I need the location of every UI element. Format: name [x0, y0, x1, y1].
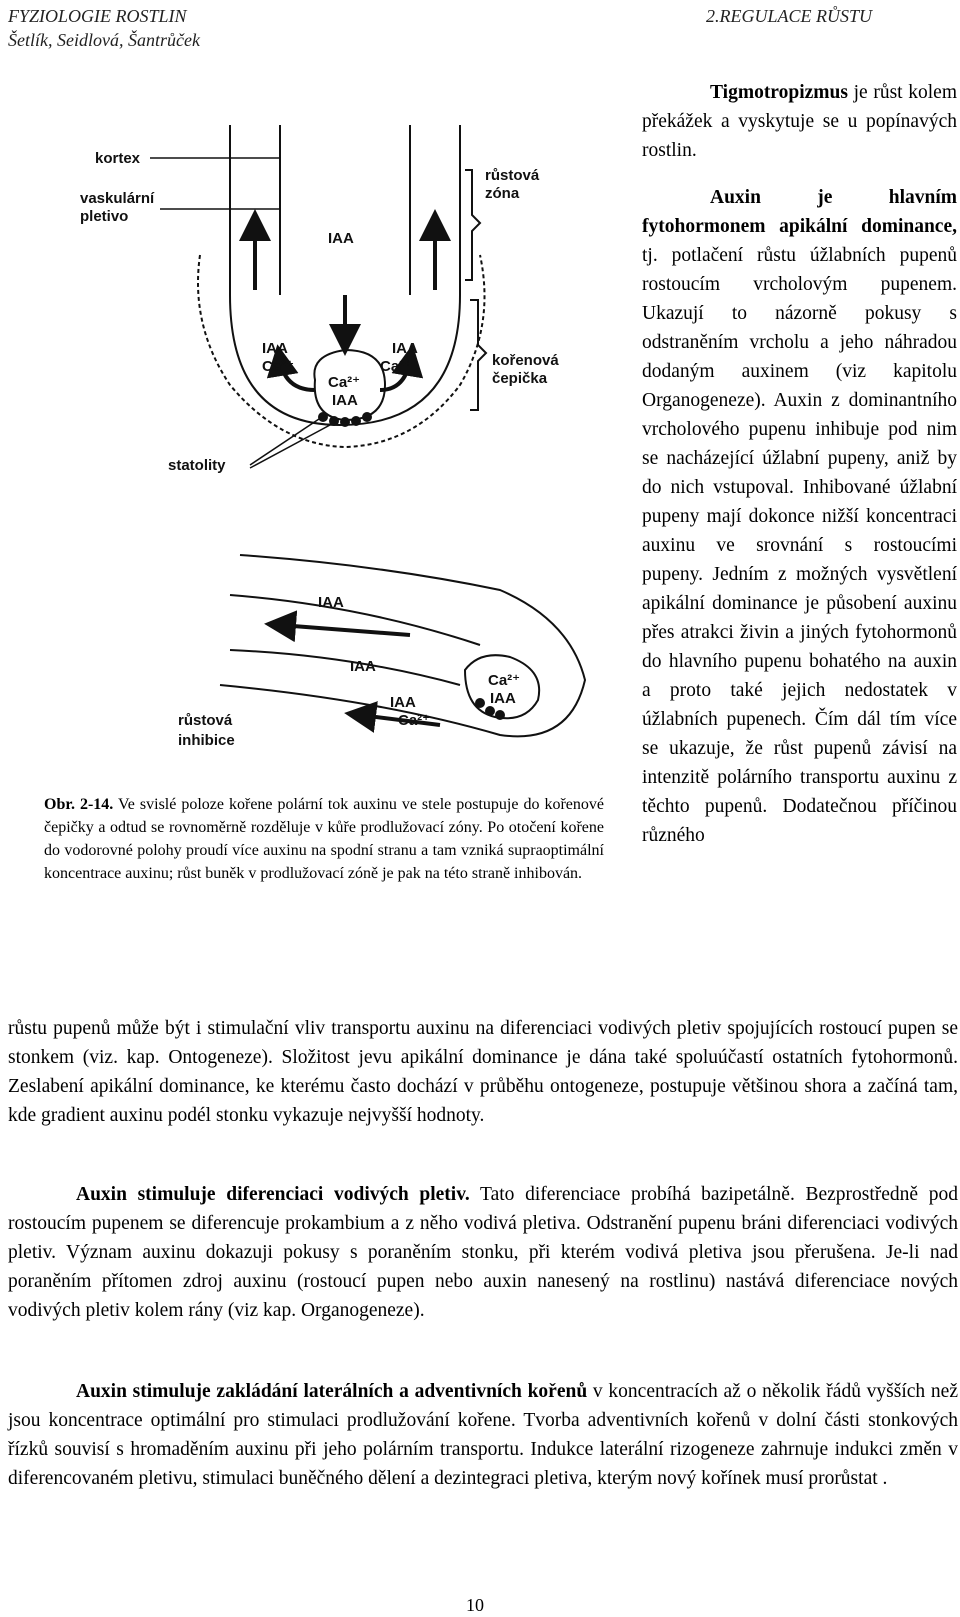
label-kortex: kortex	[95, 150, 141, 167]
growth-zone-bracket	[465, 170, 480, 280]
label-statolity: statolity	[168, 457, 226, 474]
horizontal-stele-upper	[230, 595, 480, 645]
paragraph-continuation: růstu pupenů může být i stimulační vliv transportu auxinu na diferenciaci vodivých pletiv spojujících rostoucí pupen se stonkem (viz. kap. Ontogeneze). Složitost jevu apikální dominance je dána také spoluúčastí ostatních fytohormonů. Zeslabení apikální dominance, ke kterému často dochází v průběhu ontogeneze, postupuje většinou shora a začíná tam, kde gradient auxinu podél stonku vykazuje nejvyšší hodnoty.	[8, 1018, 958, 1126]
label-ca-right: Ca²⁺	[380, 358, 413, 375]
label-rustova-zona-2: zóna	[485, 185, 520, 202]
right-column	[642, 78, 957, 850]
page-number: 10	[466, 1595, 484, 1615]
label-iaa-horiz-cap: IAA	[490, 690, 516, 707]
label-pletivo: pletivo	[80, 208, 129, 225]
caption-text: Ve svislé poloze kořene polární tok auxinu ve stele postupuje do kořenové čepičky a odtud se rovnoměrně rozděluje v kůře prodlužovací zóny. Po otočení kořene do vodorovné polohy proudí více auxinu na spodní stranu a tam vzniká supraoptimální koncentrace auxinu; růst buněk v prodlužovací zóně je pak na této straně inhibován.	[44, 796, 605, 882]
label-iaa-center: IAA	[332, 392, 358, 409]
lateral-roots-text: v koncentracích až o několik řádů vyšších než jsou koncentrace optimální pro stimulaci prodlužování kořene. Tvorba adventivních kořenů v dolní části stonkových řízků souvisí s hromaděním auxinu při jeho polárním transportu. Indukce laterální rizogeneze zahrnuje indukci změn v diferencovaném pletivu, stimulaci buněčného dělení a dezintegraci pletiva, kterým nový kořínek musí prorůstat .	[8, 1381, 958, 1489]
term-vascular: Auxin stimuluje diferenciaci vodivých pletiv.	[76, 1184, 470, 1205]
horizontal-stele-lower	[230, 650, 460, 685]
book-title: FYZIOLOGIE ROSTLIN	[8, 6, 187, 26]
caption-label: Obr. 2-14.	[44, 796, 114, 813]
figure-caption	[44, 793, 604, 885]
label-iaa-horiz-low: IAA	[390, 694, 416, 711]
label-rustova-inhibice-2: inhibice	[178, 732, 235, 749]
label-rustova-inhibice-1: růstová	[178, 712, 233, 729]
label-iaa-horiz-mid: IAA	[350, 658, 376, 675]
vascular-text: Tato diferenciace probíhá bazipetálně. Bezprostředně pod rostoucím pupenem se diferencuje prokambium a z něho vodivá pletiva. Odstranění pupenu bráni diferenciaci vodivých pletiv. Význam auxinu dokazuji pokusy s poraněním stonku, při kterém vodivá pletiva jsou přerušena. Je-li nad poraněním přítomen zdroj auxinu (rostoucí pupen nebo auxin nanesený na rostlinu) nastává diferenciace nových vodivých pletiv kolem rány (viz kap. Organogeneze).	[8, 1184, 958, 1321]
root-gravitropism-figure	[80, 125, 640, 780]
authors: Šetlík, Seidlová, Šantrůček	[8, 30, 200, 50]
label-ca-left: Ca²⁺	[262, 358, 295, 375]
iaa-horizontal-arrow	[280, 625, 410, 635]
label-iaa-top: IAA	[328, 230, 354, 247]
paragraph-tigmotropizmus	[642, 78, 957, 165]
paragraph-lateral-roots	[8, 1377, 958, 1493]
term-apical-dominance: Auxin je hlavním fytohormonem apikální dominance,	[642, 187, 957, 237]
label-ca-center: Ca²⁺	[328, 374, 361, 391]
paragraph-vascular-differentiation	[8, 1180, 958, 1325]
label-iaa-left: IAA	[262, 340, 288, 357]
label-cepicka: čepička	[492, 370, 548, 387]
apical-dominance-text: tj. potlačení růstu úžlabních pupenů rostoucím vrcholovým pupenem. Ukazují to názorně pokusy s odstraněním vrcholu a jeho náhradou dodaným auxinem (viz kapitolu Organogeneze). Auxin z dominantního vrcholového pupenu inhibuje pod nim se nacházející úžlabní pupeny, aniž by do nich vstupoval. Inhibované úžlabní pupeny mají dokonce nižší koncentraci auxinu ve srovnání s rostoucími pupeny. Jedním z možných vysvětlení apikální dominance je působení auxinu přes atrakci živin a jiných fytohormonů do hlavního pupenu bohatého na auxin a proto také jejich nedostatek v úžlabních pupenech. Čím dál tím více se ukazuje, že růst pupenů závisí na intenzitě polárního transportu auxinu z těchto pupenů. Dodatečnou příčinou různého	[642, 245, 957, 846]
label-iaa-right: IAA	[392, 340, 418, 357]
label-ca-horiz-cap: Ca²⁺	[488, 672, 521, 689]
term-lateral-roots: Auxin stimuluje zakládání laterálních a adventivních kořenů	[76, 1381, 588, 1402]
tigmotropizmus-text: je růst kolem překážek a vyskytuje se u popínavých rostlin.	[642, 82, 957, 161]
running-header-left	[8, 4, 200, 52]
term-tigmotropizmus: Tigmotropizmus	[710, 82, 848, 103]
label-rustova-zona-1: růstová	[485, 167, 540, 184]
paragraph-apical-dominance	[642, 183, 957, 850]
chapter-title: 2.REGULACE RŮSTU	[706, 6, 872, 26]
label-vaskularni: vaskulární	[80, 190, 155, 207]
label-iaa-horiz-top: IAA	[318, 594, 344, 611]
label-ca-horiz-low: Ca²⁺	[398, 712, 431, 729]
label-korenova: kořenová	[492, 352, 559, 369]
